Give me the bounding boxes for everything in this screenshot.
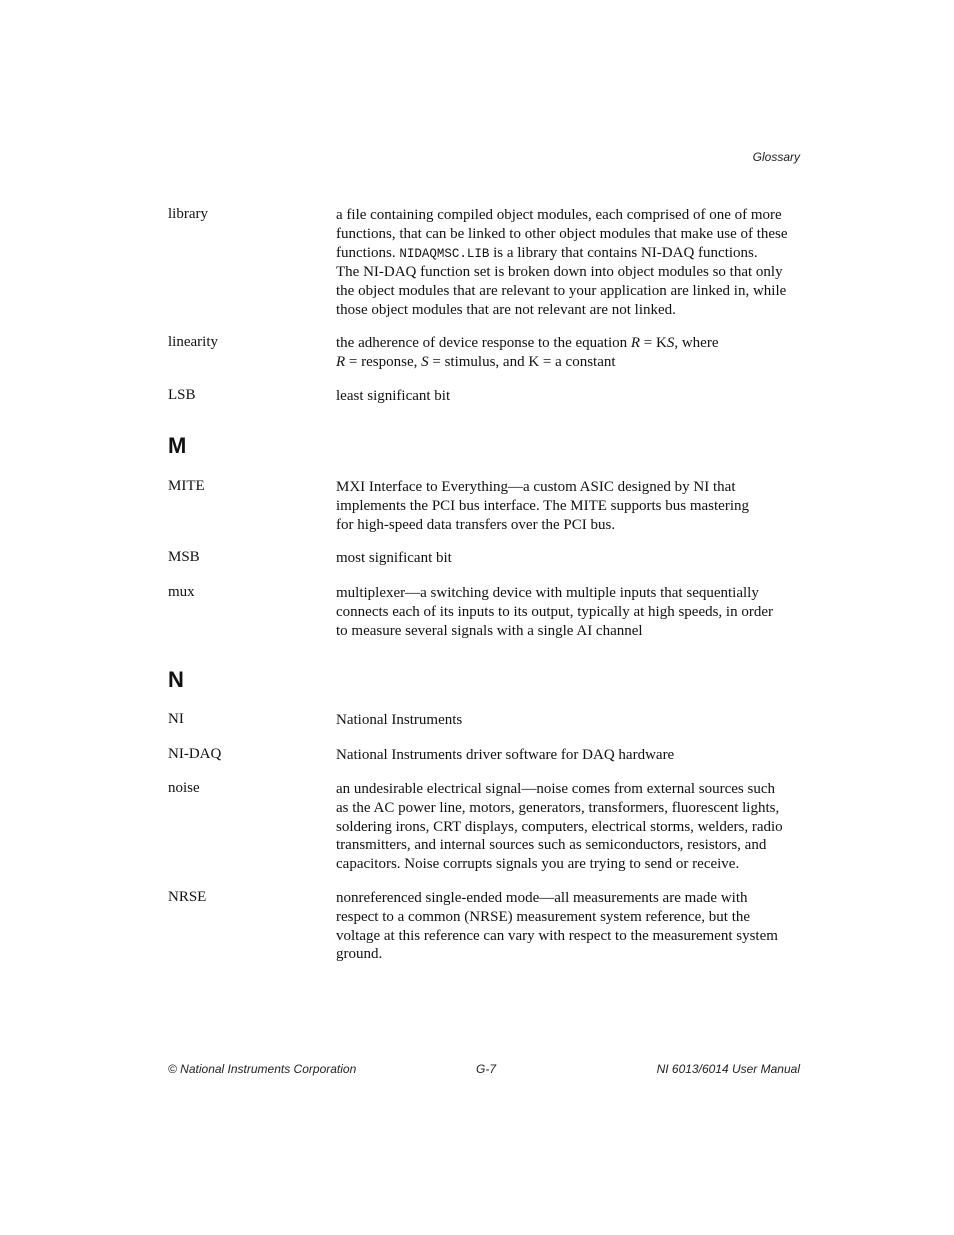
definition-line	[336, 244, 802, 264]
glossary-definition	[336, 780, 802, 874]
definition-text: , where	[674, 335, 719, 351]
definition-line: most significant bit	[336, 550, 452, 566]
variable: R	[630, 335, 641, 351]
footer-page-number: G-7	[476, 1062, 497, 1076]
definition-line: for high-speed data transfers over the PCI bus.	[336, 516, 616, 533]
definition-text: = K	[640, 335, 667, 351]
definition-text: = stimulus, and K = a constant	[428, 353, 616, 370]
glossary-term: LSB	[168, 387, 196, 403]
variable: R	[336, 353, 346, 370]
definition-line: least significant bit	[336, 388, 451, 404]
glossary-definition	[336, 334, 802, 372]
section-heading-m: M	[168, 433, 187, 458]
definition-line: functions, that can be linked to other object modules that make use of these	[336, 225, 788, 242]
glossary-definition	[336, 478, 802, 534]
glossary-term: NI-DAQ	[168, 746, 222, 762]
glossary-definition	[336, 549, 802, 568]
definition-line: voltage at this reference can vary with respect to the measurement system	[336, 927, 778, 944]
definition-line: the object modules that are relevant to your application are linked in, while	[336, 283, 787, 300]
definition-line: implements the PCI bus interface. The MITE supports bus mastering	[336, 497, 749, 514]
running-header: Glossary	[752, 150, 800, 164]
definition-line: nonreferenced single-ended mode—all measurements are made with	[336, 890, 748, 906]
definition-line: National Instruments driver software for DAQ hardware	[336, 747, 675, 763]
definition-line: as the AC power line, motors, generators, transformers, fluorescent lights,	[336, 799, 780, 816]
glossary-definition	[336, 746, 802, 765]
definition-line: those object modules that are not relevant are not linked.	[336, 301, 676, 318]
glossary-term: linearity	[168, 334, 218, 350]
definition-line: a file containing compiled object modules, each comprised of one of more	[336, 207, 782, 223]
definition-line: to measure several signals with a single AI channel	[336, 622, 643, 639]
definition-line	[336, 334, 802, 353]
definition-text: = response,	[345, 353, 422, 370]
definition-line: MXI Interface to Everything—a custom ASIC designed by NI that	[336, 479, 736, 495]
glossary-term: mux	[168, 584, 195, 600]
footer-manual-title: NI 6013/6014 User Manual	[656, 1062, 800, 1076]
glossary-term: noise	[168, 780, 200, 796]
definition-text: is a library that contains NI-DAQ functions.	[489, 244, 758, 261]
definition-line: National Instruments	[336, 712, 463, 728]
definition-line: soldering irons, CRT displays, computers, electrical storms, welders, radio	[336, 818, 783, 835]
section-heading-n: N	[168, 667, 184, 692]
definition-line: The NI-DAQ function set is broken down into object modules so that only	[336, 264, 783, 281]
definition-line: capacitors. Noise corrupts signals you are trying to send or receive.	[336, 856, 740, 873]
definition-line: connects each of its inputs to its output, typically at high speeds, in order	[336, 603, 773, 620]
definition-text: the adherence of device response to the equation	[336, 335, 631, 351]
glossary-term: MSB	[168, 549, 200, 565]
footer-copyright: © National Instruments Corporation	[168, 1062, 357, 1076]
glossary-definition	[336, 584, 802, 640]
glossary-definition	[336, 711, 802, 730]
definition-line	[336, 353, 802, 372]
variable: S	[666, 335, 675, 351]
glossary-definition	[336, 889, 802, 964]
definition-line: transmitters, and internal sources such as semiconductors, resistors, and	[336, 837, 767, 854]
definition-text: functions.	[336, 244, 400, 261]
definition-line: respect to a common (NRSE) measurement system reference, but the	[336, 908, 751, 925]
glossary-term: MITE	[168, 478, 205, 494]
variable: S	[421, 353, 429, 370]
glossary-term: NRSE	[168, 889, 207, 905]
definition-line: multiplexer—a switching device with multiple inputs that sequentially	[336, 585, 759, 601]
glossary-term: library	[168, 206, 208, 222]
glossary-definition	[336, 387, 802, 406]
code-literal: NIDAQMSC.LIB	[399, 246, 490, 261]
glossary-term: NI	[168, 711, 184, 727]
definition-line: an undesirable electrical signal—noise comes from external sources such	[336, 781, 776, 797]
glossary-definition	[336, 206, 802, 320]
definition-line: ground.	[336, 946, 383, 963]
